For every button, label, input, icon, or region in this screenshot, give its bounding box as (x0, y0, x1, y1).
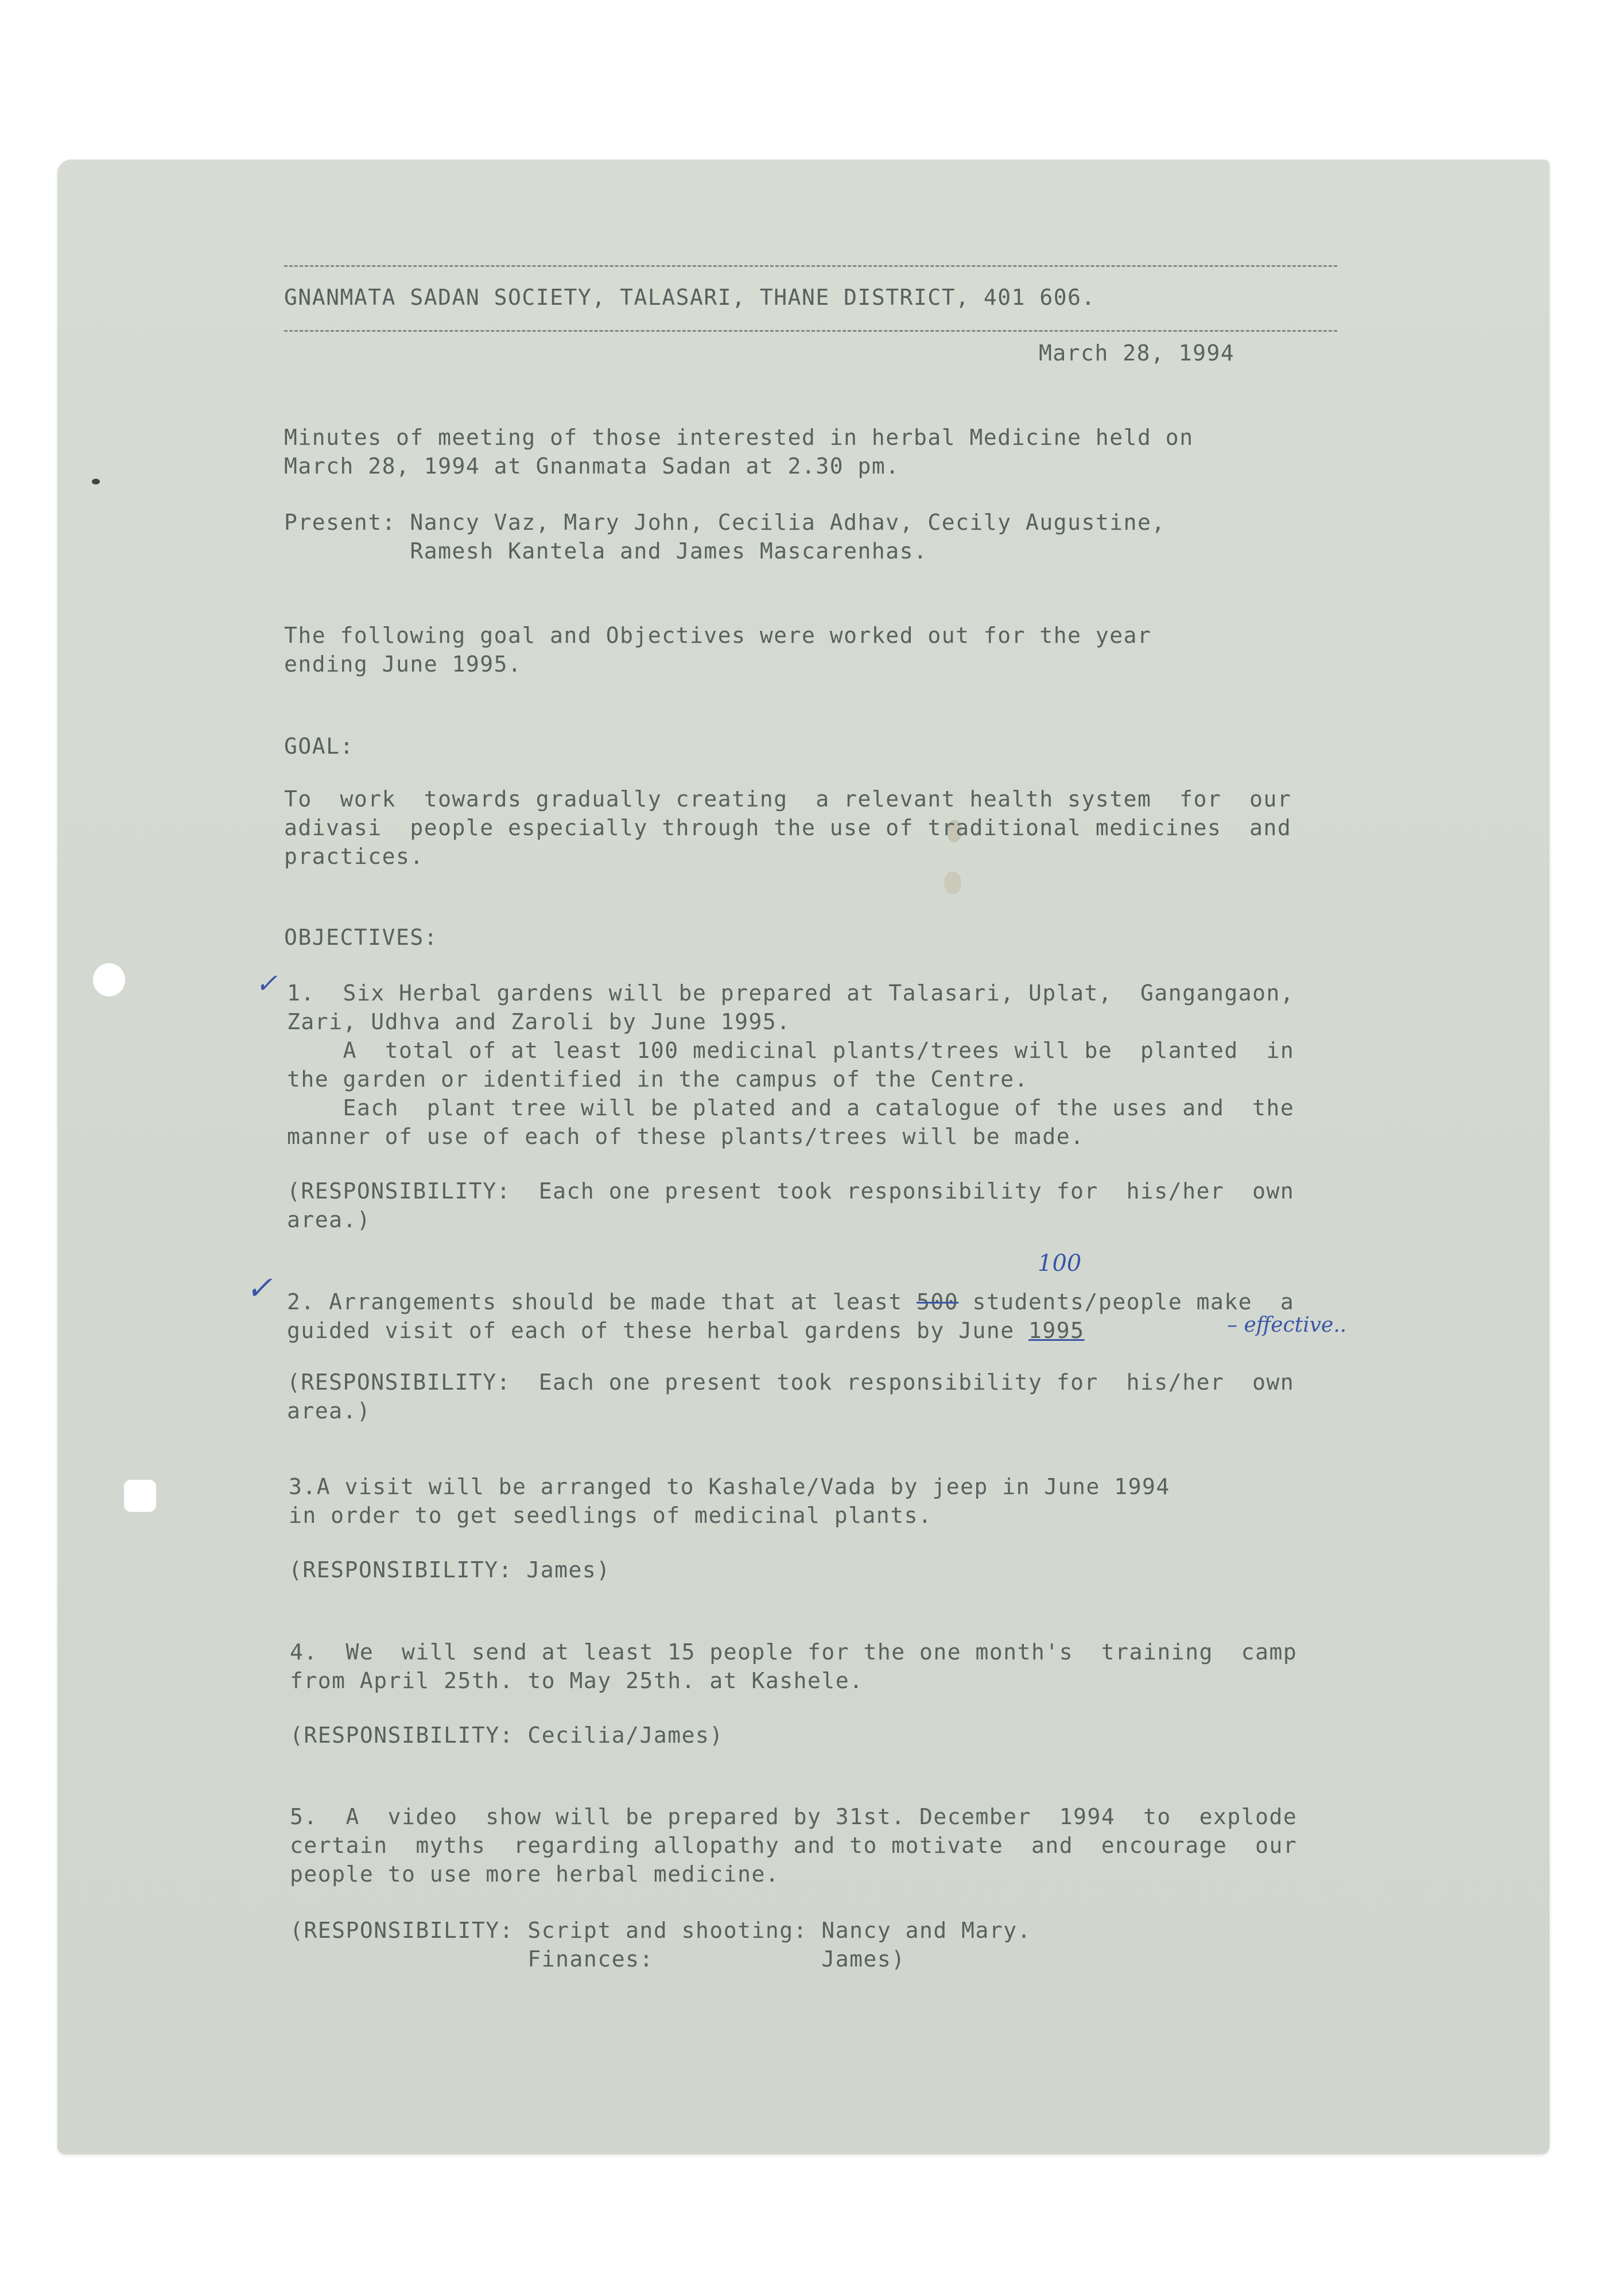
objective-2-line-1 (287, 1287, 1294, 1316)
objective-1-line-5: Each plant tree will be plated and a catalogue of the uses and the (287, 1095, 1295, 1120)
objective-1-line-6: manner of use of each of these plants/trees will be made. (287, 1124, 1085, 1149)
objective-4-line-1: 4. We will send at least 15 people for the one month's training camp (290, 1639, 1298, 1665)
objective-5-responsibility-1: (RESPONSIBILITY: Script and shooting: Nancy and Mary. (290, 1918, 1032, 1943)
punch-hole-bottom (124, 1480, 156, 1512)
check-mark-1: ✓ (255, 968, 278, 999)
struck-number: 500 (917, 1289, 959, 1314)
objective-2-text-a: 2. Arrangements should be made that at least (287, 1289, 917, 1314)
goal-line-3: practices. (284, 844, 424, 869)
handwritten-note: – effective.. (1227, 1313, 1347, 1337)
objective-4-line-2: from April 25th. to May 25th. at Kashele. (290, 1668, 864, 1693)
header-rule-top (284, 265, 1337, 267)
objective-5-line-1: 5. A video show will be prepared by 31st. December 1994 to explode (290, 1804, 1298, 1829)
check-mark-2: ✓ (246, 1270, 273, 1307)
punch-hole-top (93, 963, 125, 996)
goal-line-2: adivasi people especially through the use of traditional medicines and (284, 815, 1292, 840)
handwritten-number: 100 (1038, 1250, 1082, 1277)
worked-out-line-1: The following goal and Objectives were worked out for the year (284, 623, 1152, 648)
goal-heading: GOAL: (284, 734, 354, 759)
objective-1-line-2: Zari, Udhva and Zaroli by June 1995. (287, 1009, 791, 1034)
objective-2-responsibility-1: (RESPONSIBILITY: Each one present took responsibility for his/her own (287, 1370, 1295, 1395)
objective-2-text-c: guided visit of each of these herbal gardens by June (287, 1318, 1029, 1343)
objective-3-line-2: in order to get seedlings of medicinal plants. (289, 1503, 933, 1528)
objective-5-line-2: certain myths regarding allopathy and to motivate and encourage our (290, 1833, 1298, 1858)
underlined-year: 1995 (1028, 1318, 1085, 1343)
objective-1-line-1: 1. Six Herbal gardens will be prepared at Talasari, Uplat, Gangangaon, (287, 980, 1295, 1006)
intro-line-1: Minutes of meeting of those interested in herbal Medicine held on (284, 425, 1194, 450)
objective-2-line-2 (287, 1316, 1085, 1345)
objective-1-line-4: the garden or identified in the campus of the Centre. (287, 1066, 1029, 1092)
objective-2-text-b: students/people make a (958, 1289, 1295, 1314)
objective-4-responsibility: (RESPONSIBILITY: Cecilia/James) (290, 1723, 724, 1748)
header-rule-bottom (284, 330, 1337, 332)
objective-2-responsibility-2: area.) (287, 1398, 371, 1424)
objective-1-responsibility-2: area.) (287, 1207, 371, 1232)
objective-1-responsibility-1: (RESPONSIBILITY: Each one present took responsibility for his/her own (287, 1178, 1295, 1204)
present-line-2: Ramesh Kantela and James Mascarenhas. (284, 538, 928, 564)
goal-line-1: To work towards gradually creating a relevant health system for our (284, 786, 1292, 812)
stain-mark (944, 871, 961, 894)
objective-3-responsibility: (RESPONSIBILITY: James) (289, 1557, 611, 1583)
ink-speck (92, 479, 100, 484)
objective-5-line-3: people to use more herbal medicine. (290, 1861, 780, 1887)
worked-out-line-2: ending June 1995. (284, 651, 522, 677)
organization-header: GNANMATA SADAN SOCIETY, TALASARI, THANE DISTRICT, 401 606. (284, 285, 1096, 310)
objectives-heading: OBJECTIVES: (284, 925, 438, 950)
objective-1-line-3: A total of at least 100 medicinal plants/trees will be planted in (287, 1038, 1295, 1063)
intro-line-2: March 28, 1994 at Gnanmata Sadan at 2.30 pm. (284, 453, 900, 479)
document-date: March 28, 1994 (1039, 340, 1235, 366)
present-line-1: Present: Nancy Vaz, Mary John, Cecilia Adhav, Cecily Augustine, (284, 510, 1166, 535)
objective-3-line-1: 3.A visit will be arranged to Kashale/Vada by jeep in June 1994 (289, 1474, 1170, 1499)
objective-5-responsibility-2: Finances: James) (290, 1946, 906, 1972)
